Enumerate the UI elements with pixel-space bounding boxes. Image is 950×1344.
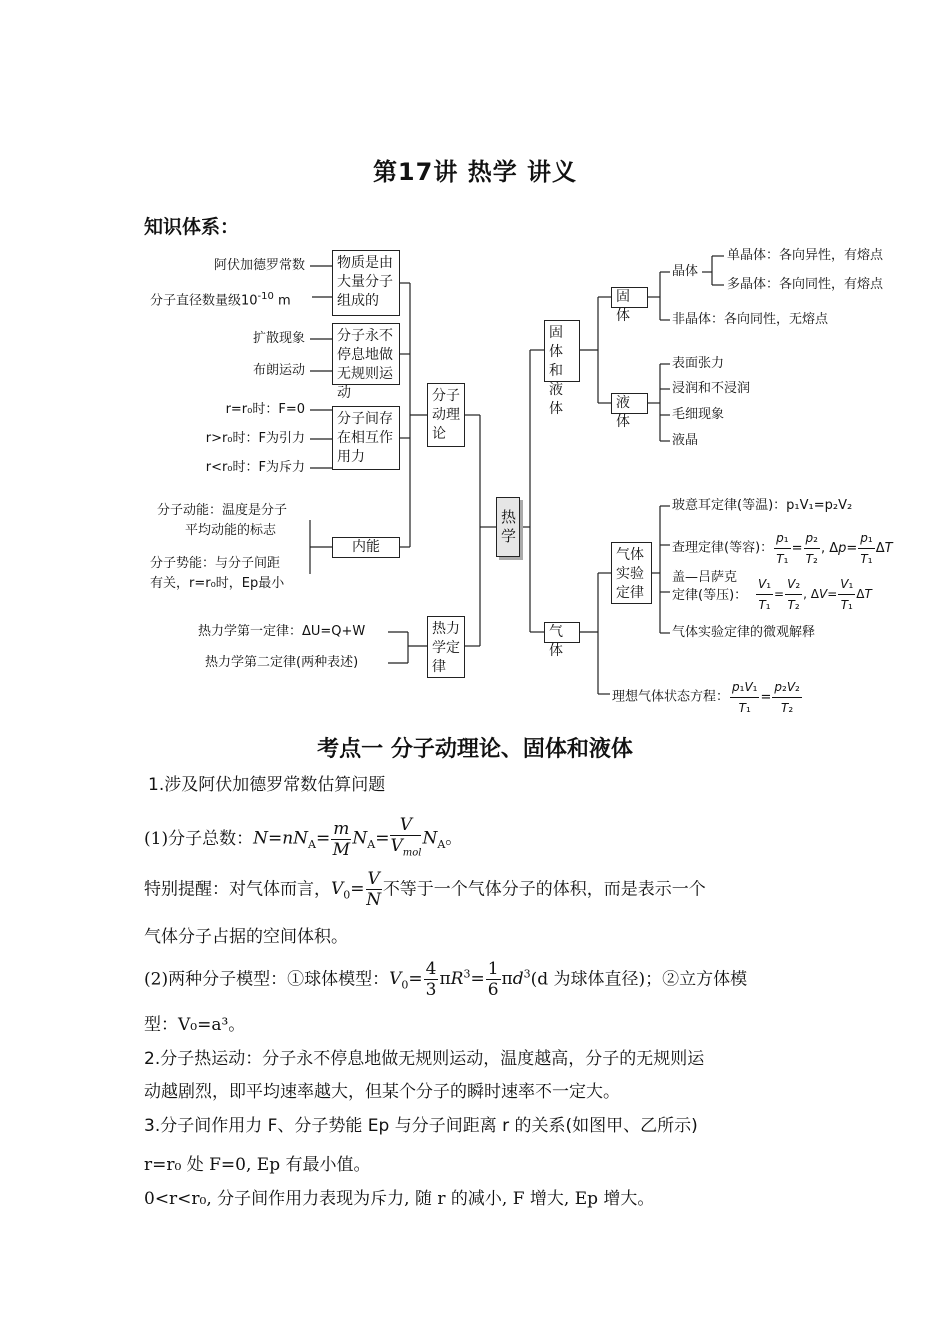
- leaf-force-attract: r>r₀时：F为引力: [205, 431, 305, 446]
- box-force: 分子间存在相互作用力: [332, 406, 400, 470]
- leaf-second-law: 热力学第二定律(两种表述): [205, 655, 359, 670]
- leaf-first-law: 热力学第一定律：ΔU=Q+W: [198, 624, 366, 639]
- box-solid-liquid: 固体和液体: [544, 320, 580, 382]
- leaf-non-crystal: 非晶体：各向同性，无熔点: [672, 312, 829, 327]
- paragraph-note-line2: 气体分子占据的空间体积。: [144, 927, 348, 947]
- knowledge-heading: 知识体系：: [144, 216, 240, 238]
- leaf-kinetic-line1: 分子动能：温度是分子: [157, 503, 288, 518]
- paragraph-thermal-motion: 2.分子热运动：分子永不停息地做无规则运动，温度越高，分子的无规则运: [144, 1049, 705, 1069]
- box-motion: 分子永不停息地做无规则运动: [332, 323, 400, 385]
- leaf-micro-explain: 气体实验定律的微观解释: [672, 625, 816, 640]
- leaf-gay-lussac-formula: $\frac{\text{V₁}}{\text{T₁}}$ = $\frac{\text{V₂}}{\text{T₂}}$ , ΔV= $\frac{\text{V₁}}{\text{T₁}}$ ΔT: [755, 574, 872, 615]
- leaf-single-crystal: 单晶体：各向异性，有熔点: [727, 248, 884, 263]
- leaf-gay-lussac-label2: 定律(等压)：: [672, 588, 748, 603]
- box-matter: 物质是由大量分子组成的: [332, 250, 400, 316]
- leaf-force-repel: r<r₀时：F为斥力: [205, 460, 305, 475]
- box-liquid: 液体: [611, 393, 648, 414]
- leaf-potential-line2: 有关，r=r₀时，Ep最小: [150, 576, 285, 591]
- leaf-diameter: 分子直径数量级$10^{-10}$ m: [150, 291, 291, 309]
- box-solid: 固体: [611, 287, 648, 308]
- leaf-liquid-crystal: 液晶: [672, 433, 699, 448]
- box-molecular-theory: 分子动理论: [427, 383, 465, 447]
- box-gas: 气体: [544, 622, 580, 643]
- leaf-potential-line1: 分子势能：与分子间距: [150, 556, 281, 571]
- paragraph-thermal-motion-line2: 动越剧烈，即平均速率越大，但某个分子的瞬时速率不一定大。: [144, 1082, 620, 1102]
- leaf-avogadro: 阿伏加德罗常数: [213, 258, 305, 273]
- leaf-ideal-gas: 理想气体状态方程： $\frac{\text{p₁V₁}}{\text{T₁}}$ = $\frac{\text{p₂V₂}}{\text{T₂}}$: [612, 677, 803, 718]
- leaf-capillary: 毛细现象: [672, 407, 725, 422]
- leaf-brownian: 布朗运动: [252, 363, 305, 378]
- leaf-kinetic-line2: 平均动能的标志: [185, 523, 277, 538]
- leaf-diffusion: 扩散现象: [252, 331, 305, 346]
- page-title: 第17讲 热学 讲义: [372, 158, 578, 186]
- paragraph-models-line2: 型：V₀=a³。: [144, 1015, 246, 1035]
- box-center-thermal: 热学: [496, 497, 520, 557]
- box-thermo-laws: 热力学定律: [427, 616, 465, 678]
- leaf-force-equal: r=r₀时：F=0: [225, 402, 305, 417]
- paragraph-equilibrium: r=r₀ 处 F=0, Ep 有最小值。: [144, 1155, 371, 1175]
- leaf-charles: 查理定律(等容)： $\frac{\text{p₁}}{\text{T₁}}$ = $\frac{\text{p₂}}{\text{T₂}}$ , Δp= $\frac{\text{p₁}}{\text{T₁}}$ ΔT: [672, 528, 893, 569]
- paragraph-force-potential: 3.分子间作用力 F、分子势能 Ep 与分子间距离 r 的关系(如图甲、乙所示): [144, 1116, 698, 1136]
- leaf-poly-crystal: 多晶体：各向同性，有熔点: [727, 277, 884, 292]
- leaf-wetting: 浸润和不浸润: [672, 381, 751, 396]
- formula-molecule-count: (1)分子总数：$N=nN_A=$ $\frac{m}{M}$ $N_A=$ $\frac{V}{V_{mol}}$ $N_A$。: [144, 815, 463, 860]
- leaf-crystal: 晶体: [672, 264, 699, 279]
- leaf-gay-lussac-label1: 盖—吕萨克: [672, 570, 738, 585]
- section-title: 考点一 分子动理论、固体和液体: [317, 737, 633, 762]
- box-gas-laws: 气体实验定律: [611, 542, 652, 604]
- leaf-surface-tension: 表面张力: [672, 356, 725, 371]
- leaf-boyle: 玻意耳定律(等温)：p₁V₁=p₂V₂: [672, 498, 853, 513]
- paragraph-note: 特别提醒：对气体而言，$V_0=$ $\frac{V}{N}$ 不等于一个气体分子的体积，而是表示一个: [144, 869, 706, 910]
- paragraph-repulsion: 0<r<r₀, 分子间作用力表现为斥力, 随 r 的减小, F 增大, Ep 增大。: [144, 1189, 655, 1209]
- paragraph-models: (2)两种分子模型：①球体模型：$V_0=$ $\frac{4}{3}$ $\pi R^3=$ $\frac{1}{6}$ $\pi d^3(d$ 为球体直径)；②立方体模: [144, 959, 748, 1000]
- box-internal-energy: 内能: [332, 537, 400, 558]
- paragraph-1-heading: 1.涉及阿伏加德罗常数估算问题: [148, 775, 386, 795]
